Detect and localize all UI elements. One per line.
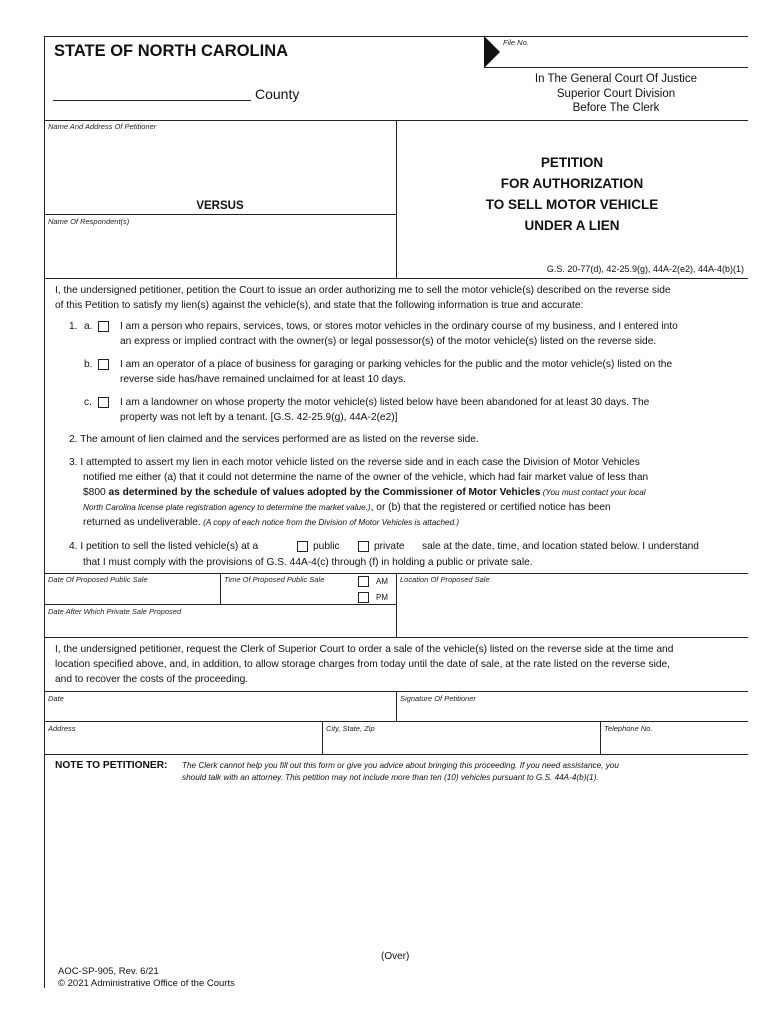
am-label: AM [376, 577, 388, 586]
private-date-field[interactable] [46, 618, 394, 636]
item1a-letter: a. [84, 321, 93, 332]
item3-line-5 [69, 515, 648, 530]
item1a-checkbox[interactable] [98, 321, 109, 332]
title-line-1: PETITION [540, 155, 604, 170]
phone-field[interactable] [602, 735, 746, 753]
file-no-label: File No. [503, 38, 529, 47]
item3-line-4 [69, 500, 648, 515]
respondent-label: Name Of Respondent(s) [48, 217, 130, 226]
address-divider-1 [322, 721, 323, 754]
item1c-checkbox[interactable] [98, 397, 109, 408]
item1c-letter: c. [84, 397, 92, 408]
sale-divider-1 [220, 573, 221, 604]
item3-text [69, 455, 648, 530]
date-label: Date [48, 694, 64, 703]
private-date-label: Date After Which Private Sale Proposed [48, 607, 182, 616]
request-paragraph [55, 642, 673, 687]
item3-line-3-start: $800 [83, 487, 109, 498]
item1a-line-2: an express or implied contract with the owner(s) or legal possessor(s) of the motor vehicle(s) listed on the reverse side. [120, 336, 657, 347]
petitioner-label: Name And Address Of Petitioner [48, 122, 157, 131]
title-line-3: TO SELL MOTOR VEHICLE [485, 197, 659, 212]
petitioner-field[interactable] [46, 133, 394, 195]
note-top-line [44, 754, 748, 755]
frame-left [44, 36, 45, 988]
title-line-4: UNDER A LIEN [524, 218, 620, 233]
over-label: (Over) [381, 951, 410, 962]
sale-time-label: Time Of Proposed Public Sale [224, 575, 325, 584]
intro-line-2: of this Petition to satisfy my lien(s) against the vehicle(s), and state that the following information is true and accurate: [55, 300, 584, 311]
court-block [484, 72, 748, 116]
address-label: Address [48, 724, 76, 733]
item1c-line-1: I am a landowner on whose property the motor vehicle(s) listed below have been abandoned for at least 30 days. The [120, 397, 650, 408]
private-sale-label: private [374, 541, 405, 552]
item3-line-2: notified me either (a) that it could not determine the name of the owner of the vehicle, which had fair market value of less than [83, 472, 649, 483]
intro-paragraph [55, 283, 671, 313]
city-field[interactable] [324, 735, 598, 753]
item2-text: 2. The amount of lien claimed and the services performed are as listed on the reverse side. [69, 434, 479, 445]
item1b-line-2: reverse side has/have remained unclaimed for at least 10 days. [120, 374, 406, 385]
am-checkbox[interactable] [358, 576, 369, 587]
item3-line-1: 3. I attempted to assert my lien in each motor vehicle listed on the reverse side and in each case the Division of Motor Vehicles [69, 457, 640, 468]
body-top-line [44, 278, 748, 279]
versus-line [44, 214, 396, 215]
court-line-1: In The General Court Of Justice [534, 73, 698, 85]
note-heading: NOTE TO PETITIONER: [55, 760, 168, 771]
sale-date-label: Date Of Proposed Public Sale [48, 575, 148, 584]
item4-line-2: that I must comply with the provisions of G.S. 44A-4(c) through (f) in holding a public or private sale. [83, 557, 533, 568]
court-line-2: Superior Court Division [556, 87, 676, 100]
address-divider-2 [600, 721, 601, 754]
item3-line-3-italic: (You must contact your local [540, 488, 646, 497]
item3-line-3-bold: as determined by the schedule of values adopted by the Commissioner of Motor Vehicles [108, 487, 541, 498]
item3-line-4-italic: North Carolina license plate registration agency to determine the market value.) [83, 503, 371, 512]
item1b-line-1: I am an operator of a place of business for garaging or parking vehicles for the public and the motor vehicle(s) listed on the [120, 359, 673, 370]
item4-suffix: sale at the date, time, and location stated below. I understand [422, 541, 699, 552]
item1a-text [120, 319, 678, 349]
statute-citation: G.S. 20-77(d), 42-25.9(g), 44A-2(e2), 44A-4(b)(1) [546, 264, 744, 274]
state-title: STATE OF NORTH CAROLINA [54, 42, 289, 60]
private-sale-checkbox[interactable] [358, 541, 369, 552]
request-line-3: and to recover the costs of the proceeding. [55, 674, 249, 685]
signature-label: Signature Of Petitioner [400, 694, 476, 703]
sale-location-field[interactable] [398, 586, 746, 636]
copyright-text: © 2021 Administrative Office of the Courts [58, 978, 235, 989]
item1b-checkbox[interactable] [98, 359, 109, 370]
file-no-line [484, 67, 748, 68]
sale-mid-line [44, 604, 396, 605]
item3-line-5-start: returned as undeliverable. [83, 517, 201, 528]
title-line-2: FOR AUTHORIZATION [500, 176, 644, 191]
petition-title [396, 152, 748, 236]
phone-label: Telephone No. [604, 724, 653, 733]
item1c-text [120, 395, 649, 425]
county-field[interactable] [53, 100, 251, 101]
sale-divider-2 [396, 573, 397, 637]
item1-number: 1. [69, 321, 78, 332]
respondent-field[interactable] [46, 228, 394, 276]
pm-label: PM [376, 593, 388, 602]
request-top-line [44, 637, 748, 638]
city-label: City, State, Zip [326, 724, 375, 733]
signature-field[interactable] [398, 705, 746, 720]
item4-prefix: 4. I petition to sell the listed vehicle(s) at a [69, 541, 259, 552]
public-sale-label: public [313, 541, 340, 552]
item1a-line-1: I am a person who repairs, services, tows, or stores motor vehicles in the ordinary course of my business, and I entered into [120, 321, 678, 332]
versus-label: VERSUS [196, 200, 244, 212]
intro-line-1: I, the undersigned petitioner, petition the Court to issue an order authorizing me to sell the motor vehicle(s) described on the reverse side [55, 285, 671, 296]
public-sale-checkbox[interactable] [297, 541, 308, 552]
request-line-2: location specified above, and, in addition, to allow storage charges from today until the date of sale, at the rate listed on the reverse side, [55, 659, 671, 670]
note-line-1: The Clerk cannot help you fill out this form or give you advice about bringing this proceeding. If you need assistance, you [182, 761, 619, 770]
note-line-2: should talk with an attorney. This petition may not include more than ten (10) vehicles pursuant to G.S. 44A-4(b)(1). [182, 773, 599, 782]
sale-location-label: Location Of Proposed Sale [400, 575, 490, 584]
request-line-1: I, the undersigned petitioner, request the Clerk of Superior Court to order a sale of the vehicle(s) listed on the reverse side at the time and [55, 644, 674, 655]
frame-top [44, 36, 748, 37]
item1b-text [120, 357, 672, 387]
file-marker-triangle [484, 36, 500, 68]
item1b-letter: b. [84, 359, 93, 370]
court-line-3: Before The Clerk [572, 102, 660, 114]
address-field[interactable] [46, 735, 320, 753]
item3-line-5-italic: (A copy of each notice from the Division of Motor Vehicles is attached.) [200, 518, 460, 527]
signature-divider [396, 691, 397, 721]
county-label: County [255, 86, 300, 102]
item3-line-3 [69, 485, 648, 500]
item3-line-4-rest: , or (b) that the registered or certified notice has been [370, 502, 611, 513]
form-number: AOC-SP-905, Rev. 6/21 [58, 966, 159, 977]
address-top-line [44, 721, 748, 722]
sale-date-field[interactable] [46, 586, 218, 604]
pm-checkbox[interactable] [358, 592, 369, 603]
item1c-line-2: property was not left by a tenant. [G.S. 42-25.9(g), 44A-2(e2)] [120, 412, 398, 423]
date-field[interactable] [46, 705, 394, 720]
sale-time-field[interactable] [222, 586, 352, 604]
